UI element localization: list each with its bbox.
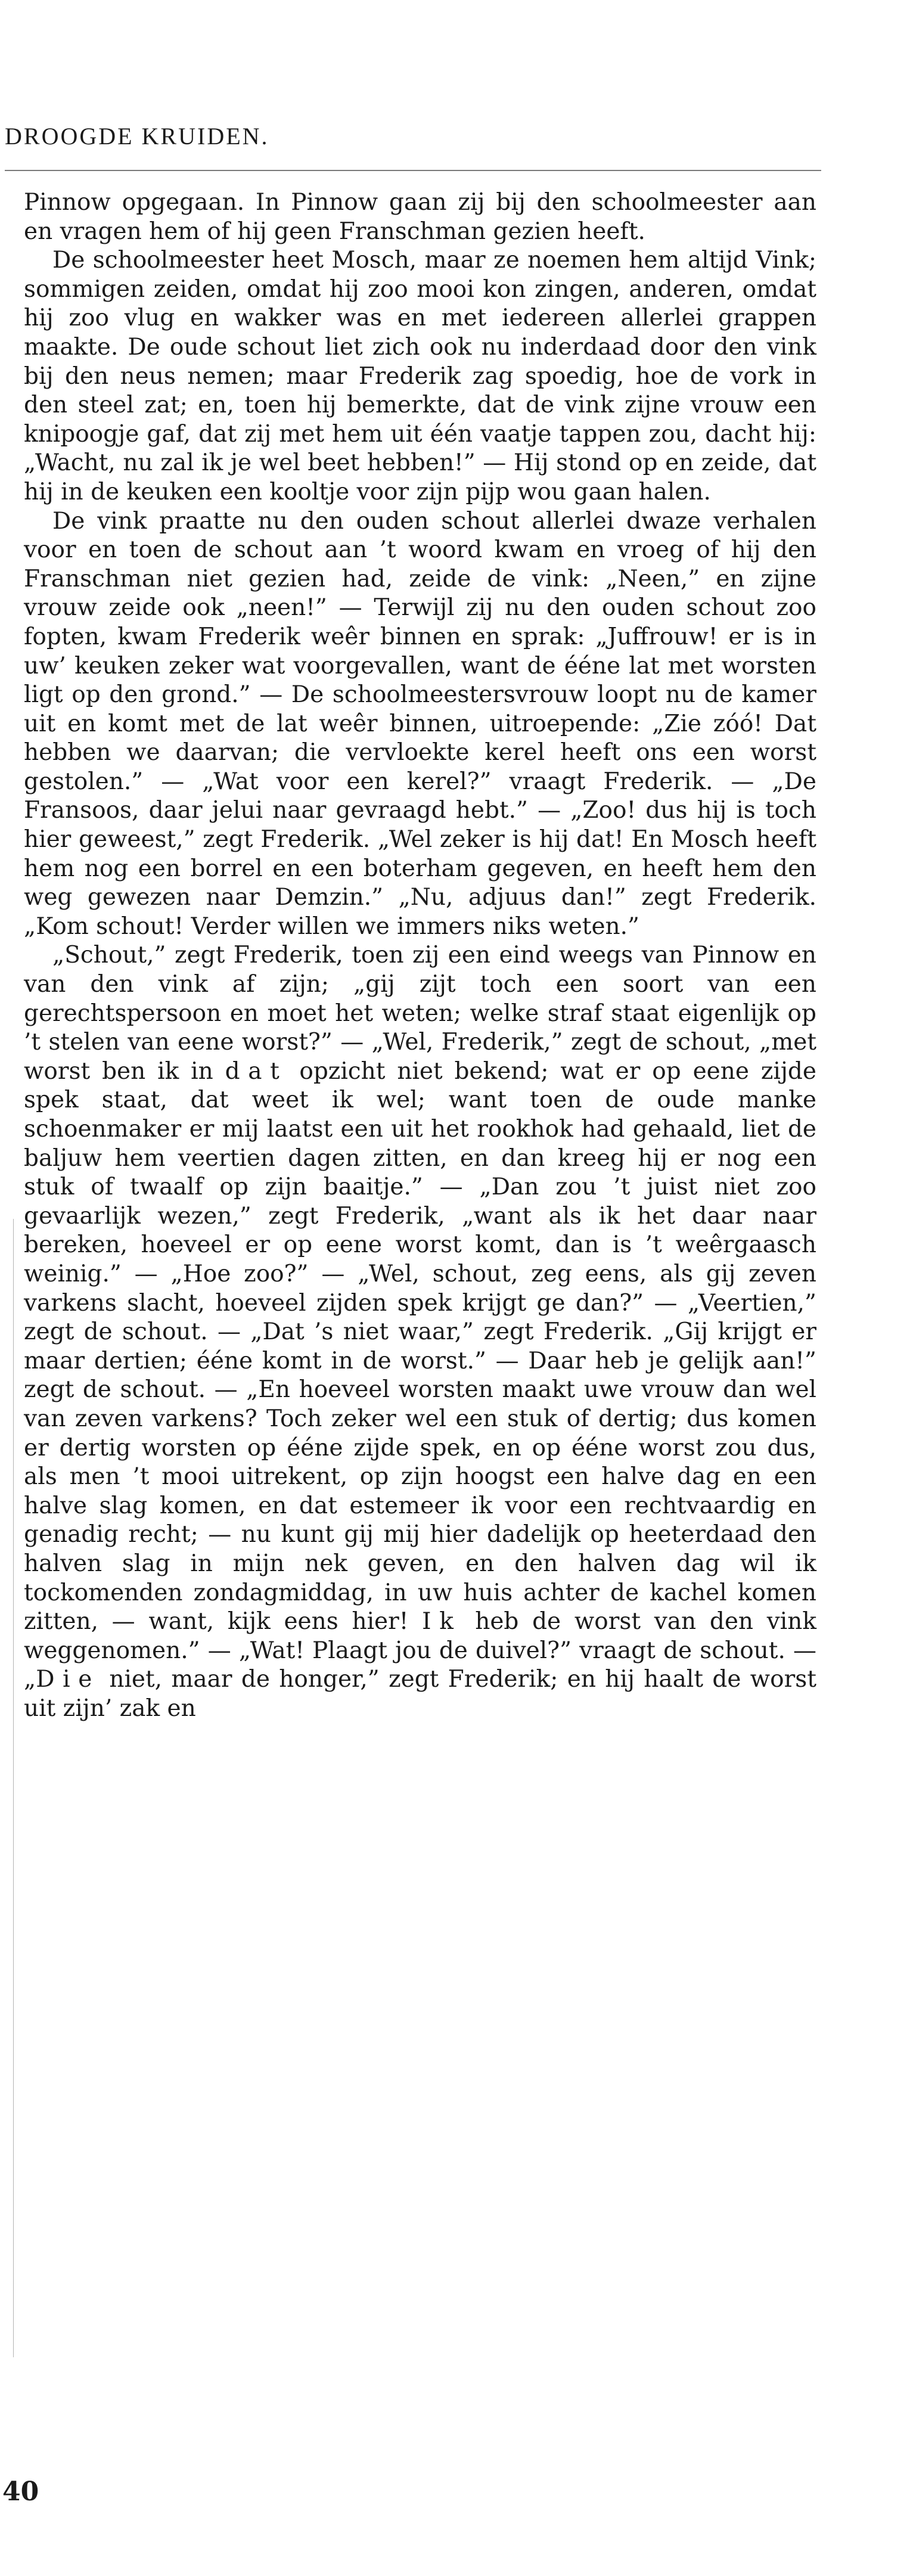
paragraph-2: De schoolmeester heet Mosch, maar ze noemen hem altijd Vink; sommigen zeiden, omdat hij zoo mooi kon zingen, anderen, omdat hij zoo vlug en wakker was en met iedereen allerlei grappen maakte. De oude schout liet zich ook nu inderdaad door den vink bij den neus nemen; maar Frederik zag spoedig, hoe de vork in den steel zat; en, toen hij bemerkte, dat de vink zijne vrouw een knipoogje gaf, dat zij met hem uit één vaatje tappen zou, dacht hij: „Wacht, nu zal ik je wel beet hebben!” — Hij stond op en zeide, dat hij in de keuken een kooltje voor zijn pijp wou gaan halen. bbox=[24, 247, 816, 505]
paragraph-1: Pinnow opgegaan. In Pinnow gaan zij bij den schoolmeester aan en vragen hem of hij geen Franschman gezien heeft. bbox=[24, 189, 816, 245]
paragraph-4-part-b: opzicht niet bekend; wat er op eene zijde spek staat, dat weet ik wel; want toen de oude manke schoenmaker er mij laatst een uit het rookhok had gehaald, liet de baljuw hem veertien dagen zitten, en dan kreeg hij er nog een stuk of twaalf op zijn baaitje.” — „Dan zou ’t juist niet zoo gevaarlijk wezen,” zegt Frederik, „want als ik het daar naar bereken, hoeveel er op eene worst komt, dan is ’t weêrgaasch weinig.” — „Hoe zoo?” — „Wel, schout, zeg eens, als gij zeven varkens slacht, hoeveel zijden spek krijgt ge dan?” — „Veertien,” zegt de schout. — „Dat ’s niet waar,” zegt Frederik. „Gij krijgt er maar dertien; ééne komt in de worst.” — Daar heb je gelijk aan!” zegt de schout. — „En hoeveel worsten maakt uwe vrouw dan wel van zeven varkens? Toch zeker wel een stuk of dertig; dus komen er dertig worsten op ééne zijde spek, en op ééne worst zou dus, als men ’t mooi uitrekent, op zijn hoogst een halve dag en een halve slag komen, en dat estemeer ik voor een rechtvaardig en genadig recht; — nu kunt gij mij hier dadelijk op heeterdaad den halven slag in mijn nek geven, en den halven dag wil ik tockomenden zondagmiddag, in uw huis achter de kachel komen zitten, — want, kijk eens hier! bbox=[24, 1057, 816, 1635]
spaced-word-die: Die bbox=[36, 1666, 100, 1693]
page-number: 40 bbox=[2, 2476, 39, 2507]
paragraph-4-part-d: niet, maar de honger,” zegt Frederik; en hij haalt de worst uit zijn’ zak en bbox=[24, 1666, 816, 1722]
paragraph-4-part-a: „Schout,” zegt Frederik, toen zij een eind weegs van Pinnow en van den vink af zijn; „gij zijt toch een soort van een gerechtspersoon en moet het weten; welke straf staat eigenlijk op ’t stelen van eene worst?” — „Wel, Frederik,” zegt de schout, „met worst ben ik in bbox=[24, 942, 816, 1085]
running-head: DROOGDE KRUIDEN. bbox=[5, 123, 269, 150]
paragraph-3: De vink praatte nu den ouden schout allerlei dwaze verhalen voor en toen de schout aan ’t woord kwam en vroeg of hij den Franschman niet gezien had, zeide de vink: „Neen,” en zijne vrouw zeide ook „neen!” — Terwijl zij nu den ouden schout zoo fopten, kwam Frederik weêr binnen en sprak: „Juffrouw! er is in uw’ keuken zeker wat voorgevallen, want de ééne lat met worsten ligt op den grond.” — De schoolmeestersvrouw loopt nu de kamer uit en komt met de lat weêr binnen, uitroepende: „Zie zóó! Dat hebben we daarvan; die vervloekte kerel heeft ons een worst gestolen.” — „Wat voor een kerel?” vraagt Frederik. — „De Fransoos, daar jelui naar gevraagd hebt.” — „Zoo! dus hij is toch hier geweest,” zegt Frederik. „Wel zeker is hij dat! En Mosch heeft hem nog een borrel en een boterham gegeven, en heeft hem den weg gewezen naar Demzin.” „Nu, adjuus dan!” zegt Frederik. „Kom schout! Verder willen we immers niks weten.” bbox=[24, 507, 816, 940]
spaced-word-dat: dat bbox=[225, 1057, 288, 1085]
spaced-word-ik: Ik bbox=[422, 1608, 462, 1635]
header-rule bbox=[5, 170, 821, 171]
margin-rule bbox=[13, 1219, 14, 2357]
paragraph-4 bbox=[24, 941, 816, 1723]
body-text bbox=[24, 188, 816, 1723]
paragraph-4-part-c: heb de worst van den vink weggenomen.” — „Wat! Plaagt jou de duivel?” vraagt de schout. — „ bbox=[24, 1608, 816, 1693]
